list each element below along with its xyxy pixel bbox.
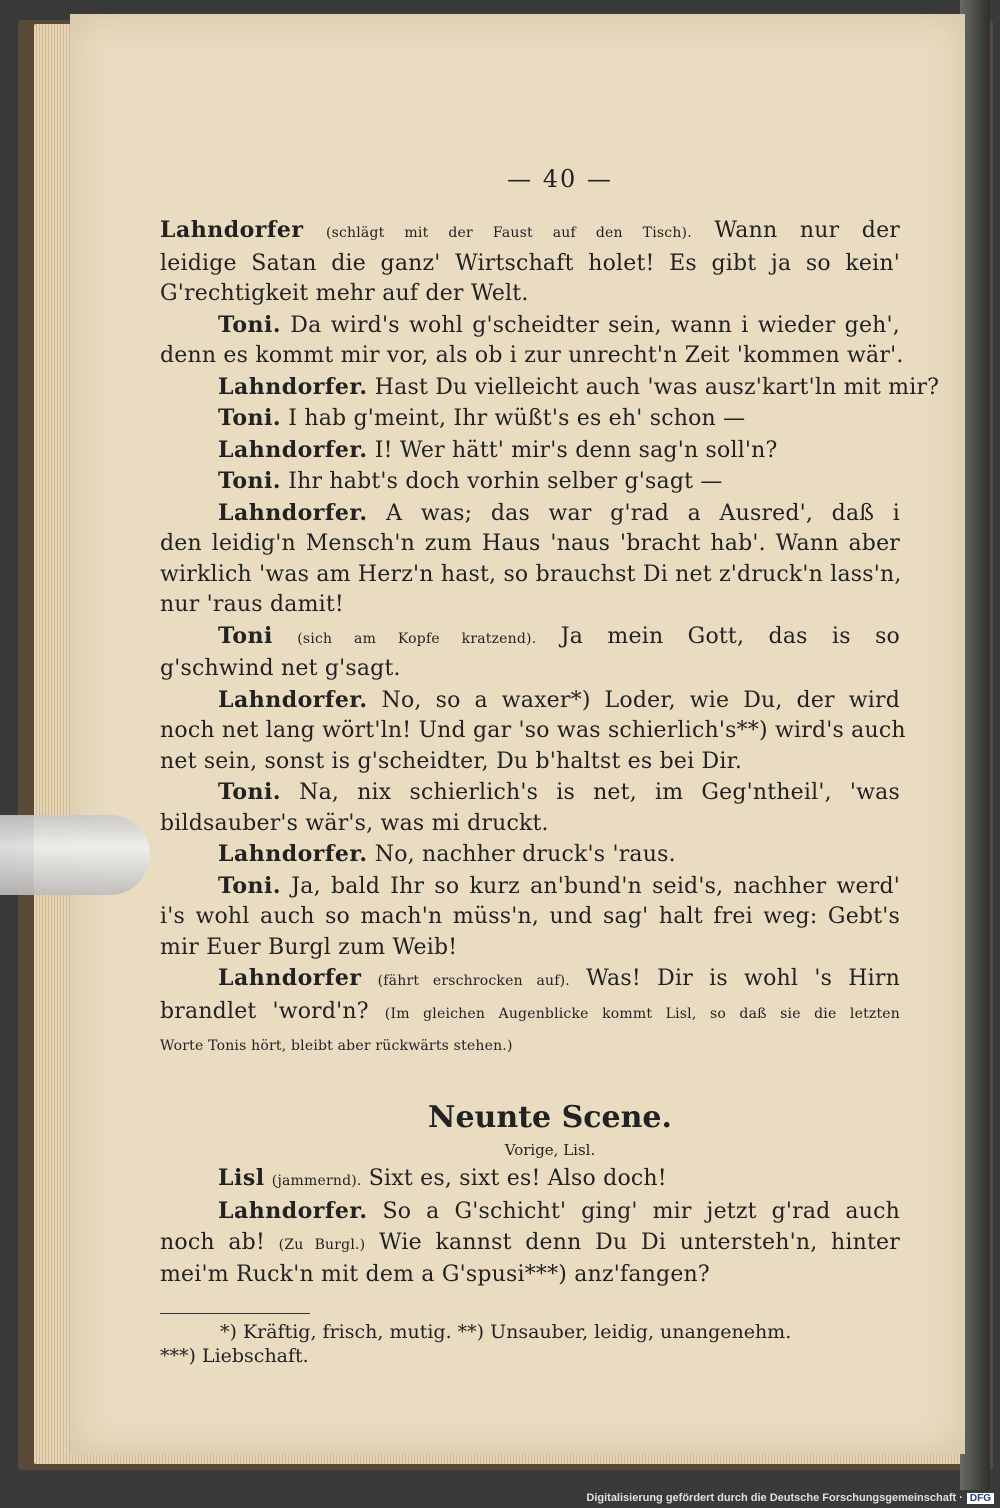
text-line xyxy=(160,839,900,871)
speaker-name: Lahndorfer. xyxy=(218,1198,368,1224)
dfg-logo-icon: DFG xyxy=(967,1493,994,1504)
text-line xyxy=(160,215,900,249)
text-line xyxy=(160,279,900,310)
text-line xyxy=(160,435,900,467)
dialogue-text: Da wird's wohl g'scheidter sein, wann i wieder geh', xyxy=(290,312,900,338)
dialogue-text: bildsauber's wär's, was mi druckt. xyxy=(160,810,549,836)
text-line xyxy=(160,997,900,1030)
text-line xyxy=(160,747,900,778)
dialogue-text: No, so a waxer*) Loder, wie Du, der wird xyxy=(381,687,900,713)
text-line xyxy=(160,716,906,747)
dialogue-text: nur 'raus damit! xyxy=(160,592,344,617)
text-line xyxy=(160,249,900,280)
dialogue-text: mir Euer Burgl zum Weib! xyxy=(160,934,458,960)
dialogue-text: I hab g'meint, Ihr wüßt's es eh' schon — xyxy=(288,406,746,431)
page-number: — 40 — xyxy=(507,165,613,193)
text-line xyxy=(160,621,900,655)
dialogue-text: denn es kommt mir vor, als ob i zur unrecht'n Zeit 'kommen wär'. xyxy=(160,343,904,368)
speaker-name: Toni xyxy=(218,622,273,649)
text-line xyxy=(160,1163,900,1197)
text-line xyxy=(160,1029,900,1062)
text-line xyxy=(160,685,900,717)
dialogue-text: Wann nur der xyxy=(714,218,901,243)
speaker-name: Lahndorfer. xyxy=(218,499,368,526)
stage-direction: (jammernd). xyxy=(271,1172,362,1189)
text-line xyxy=(160,310,900,342)
text-line xyxy=(160,403,900,435)
dialogue-text: Na, nix schierlich's is net, im Geg'ntheil', 'was xyxy=(299,780,900,805)
stage-direction: Worte Tonis hört, bleibt aber rückwärts stehen.) xyxy=(160,1038,513,1054)
stage-direction: (schlägt mit der Faust auf den Tisch). xyxy=(325,225,692,241)
speaker-name: Lisl xyxy=(218,1164,265,1191)
dialogue-text: I! Wer hätt' mir's denn sag'n soll'n? xyxy=(374,437,778,463)
footer-credit xyxy=(586,1492,994,1504)
speaker-name: Lahndorfer. xyxy=(218,436,368,463)
text-line xyxy=(160,902,900,933)
scene-heading: Neunte Scene. xyxy=(428,1099,672,1135)
dialogue-text: brandlet 'word'n? xyxy=(160,998,369,1024)
footnote-line-2: ***) Liebschaft. xyxy=(160,1344,309,1367)
footer-text: Digitalisierung gefördert durch die Deutsche Forschungsgemeinschaft · xyxy=(586,1492,963,1504)
stage-direction: (sich am Kopfe kratzend). xyxy=(297,630,537,647)
dialogue-text: Sixt es, sixt es! Also doch! xyxy=(368,1165,667,1191)
dialogue-text: Ihr habt's doch vorhin selber g'sagt — xyxy=(288,469,723,494)
text-line xyxy=(160,372,940,404)
dialogue-text: Wie kannst denn Du Di untersteh'n, hinter xyxy=(378,1229,900,1255)
footnote-line-1: *) Kräftig, frisch, mutig. **) Unsauber, leidig, unangenehm. xyxy=(220,1320,792,1343)
text-line xyxy=(160,777,900,809)
speaker-name: Toni. xyxy=(218,311,282,338)
text-line xyxy=(160,560,900,591)
dialogue-text: noch ab! xyxy=(160,1229,265,1255)
speaker-name: Lahndorfer xyxy=(218,965,362,991)
text-line xyxy=(160,466,900,498)
speaker-name: Lahndorfer. xyxy=(218,841,368,867)
dialogue-text: No, nachher druck's 'raus. xyxy=(374,842,676,867)
page-content xyxy=(160,165,940,1368)
text-line xyxy=(160,871,900,903)
speaker-name: Lahndorfer. xyxy=(218,373,368,400)
stage-direction: (fährt erschrocken auf). xyxy=(377,973,570,989)
dialogue-text: G'rechtigkeit mehr auf der Welt. xyxy=(160,281,529,306)
dialogue-text: leidige Satan die ganz' Wirtschaft holet! Es gibt ja so kein' xyxy=(160,250,900,276)
dialogue-text: i's wohl auch so mach'n müss'n, und sag' halt frei weg: Gebt's xyxy=(160,904,900,929)
dialogue-text: den leidig'n Mensch'n zum Haus 'naus 'bracht hab'. Wann aber xyxy=(160,531,900,556)
text-line xyxy=(160,933,900,964)
speaker-name: Toni. xyxy=(218,779,282,805)
dialogue-text: Ja, bald Ihr so kurz an'bund'n seid's, nachher werd' xyxy=(291,873,900,899)
dialogue-text: mei'm Ruck'n mit dem a G'spusi***) anz'fangen? xyxy=(160,1262,710,1287)
text-line xyxy=(160,498,900,530)
text-line xyxy=(160,590,900,621)
speaker-name: Lahndorfer. xyxy=(218,686,368,713)
stage-direction: (Zu Burgl.) xyxy=(278,1236,366,1253)
dialogue-text: wirklich 'was am Herz'n hast, so brauchst Di net z'druck'n lass'n, xyxy=(160,561,902,587)
thumb-holding-page xyxy=(0,815,150,895)
text-line xyxy=(160,341,904,372)
speaker-name: Lahndorfer xyxy=(160,217,304,243)
dialogue-text: A was; das war g'rad a Ausred', daß i xyxy=(386,500,900,526)
dialogue-text: net sein, sonst is g'scheidter, Du b'haltst es bei Dir. xyxy=(160,748,743,774)
text-line xyxy=(160,1260,900,1291)
dialogue-text: Was! Dir is wohl 's Hirn xyxy=(586,966,901,991)
footnote-rule xyxy=(160,1313,310,1314)
text-line xyxy=(160,1196,900,1228)
dialogue-text: noch net lang wört'ln! Und gar 'so was schierlich's**) wird's auch xyxy=(160,718,906,743)
scene-persons: Vorige, Lisl. xyxy=(504,1140,596,1159)
dialogue-block-2 xyxy=(160,1163,900,1291)
stage-direction: (Im gleichen Augenblicke kommt Lisl, so daß sie die letzten xyxy=(384,1005,900,1022)
text-line xyxy=(160,654,900,685)
dialogue-text: g'schwind net g'sagt. xyxy=(160,656,401,681)
text-line xyxy=(160,809,900,840)
dialogue-text: So a G'schicht' ging' mir jetzt g'rad auch xyxy=(382,1199,900,1224)
text-line xyxy=(160,1228,900,1261)
speaker-name: Toni. xyxy=(218,468,282,494)
dialogue-text: Ja mein Gott, das is so xyxy=(560,623,901,649)
dialogue-block-1 xyxy=(160,215,940,1062)
dialogue-text: Hast Du vielleicht auch 'was ausz'kart'ln mit mir? xyxy=(374,374,940,400)
speaker-name: Toni. xyxy=(218,872,282,899)
text-line xyxy=(160,529,900,560)
speaker-name: Toni. xyxy=(218,405,282,431)
text-line xyxy=(160,963,900,997)
